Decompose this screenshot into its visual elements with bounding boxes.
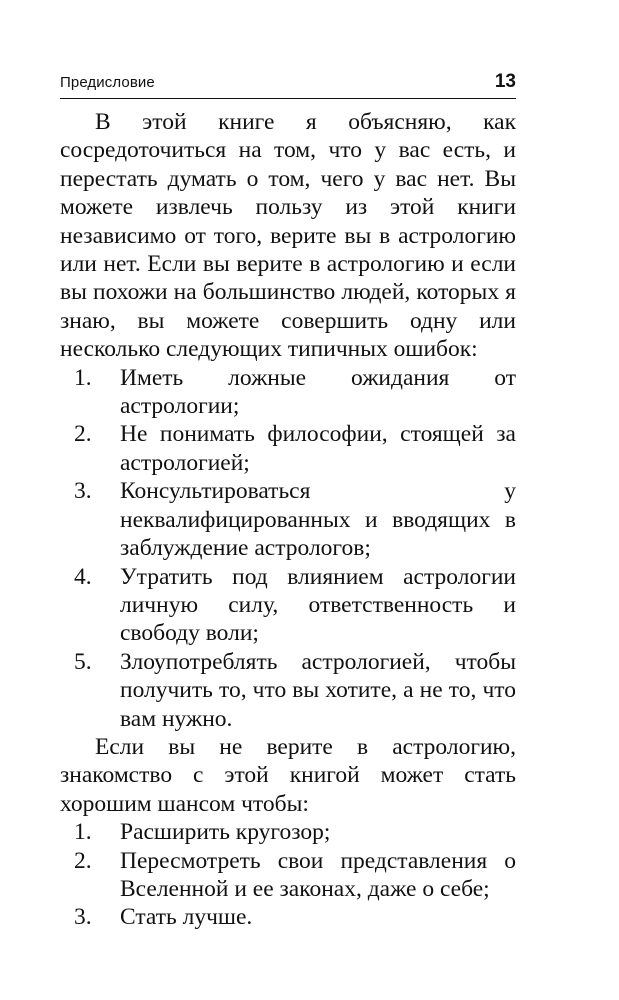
list-item-text: Иметь ложные ожидания от астрологии; — [120, 364, 516, 420]
list-item-text: Стать лучше. — [120, 904, 253, 931]
list-item — [60, 364, 516, 421]
page-number: 13 — [494, 71, 516, 92]
running-head: Предисловие — [60, 74, 155, 91]
list-item — [60, 648, 516, 733]
list-item — [60, 818, 516, 846]
list-item — [60, 847, 516, 904]
list-item-text: Злоупотреблять астрологией, чтобы получить то, что вы хотите, а не то, что вам нужно. — [120, 648, 516, 732]
paragraph-1: В этой книге я объясняю, как сосредоточиться на том, что у вас есть, и перестать думать о том, чего у вас нет. Вы можете извлечь пользу из этой книги независимо от того, верите вы в астрологию или нет. Если вы верите в астрологию и если вы похожи на большинство людей, которых я знаю, вы можете совершить одну или несколько следующих типичных ошибок: — [60, 109, 516, 363]
list-item-number: 3. — [74, 904, 92, 931]
list-item — [60, 563, 516, 648]
list-item — [60, 477, 516, 562]
list-item-text: Консультироваться у неквалифицированных и вводящих в заблуждение астрологов; — [120, 478, 516, 562]
list-item-number: 4. — [74, 563, 92, 590]
list-item-text: Расширить кругозор; — [120, 819, 331, 846]
benefits-list — [60, 818, 516, 932]
list-item-number: 5. — [74, 648, 92, 675]
page-body — [60, 108, 516, 932]
mistakes-list — [60, 364, 516, 733]
page-header — [60, 70, 516, 99]
list-item-number: 1. — [74, 819, 92, 846]
list-item-number: 3. — [74, 478, 92, 505]
list-item-text: Не понимать философии, стоящей за астрологией; — [120, 421, 516, 476]
list-item-number: 2. — [74, 421, 92, 448]
list-item — [60, 420, 516, 477]
list-item-text: Утратить под влиянием астрологии личную силу, ответственность и свободу воли; — [120, 563, 516, 647]
list-item — [60, 903, 516, 931]
paragraph-2: Если вы не верите в астрологию, знакомство с этой книгой может стать хорошим шансом чтобы: — [60, 733, 516, 817]
list-item-number: 1. — [74, 364, 92, 391]
list-item-number: 2. — [74, 847, 92, 874]
list-item-text: Пересмотреть свои представления о Вселенной и ее законах, даже о себе; — [120, 847, 516, 902]
